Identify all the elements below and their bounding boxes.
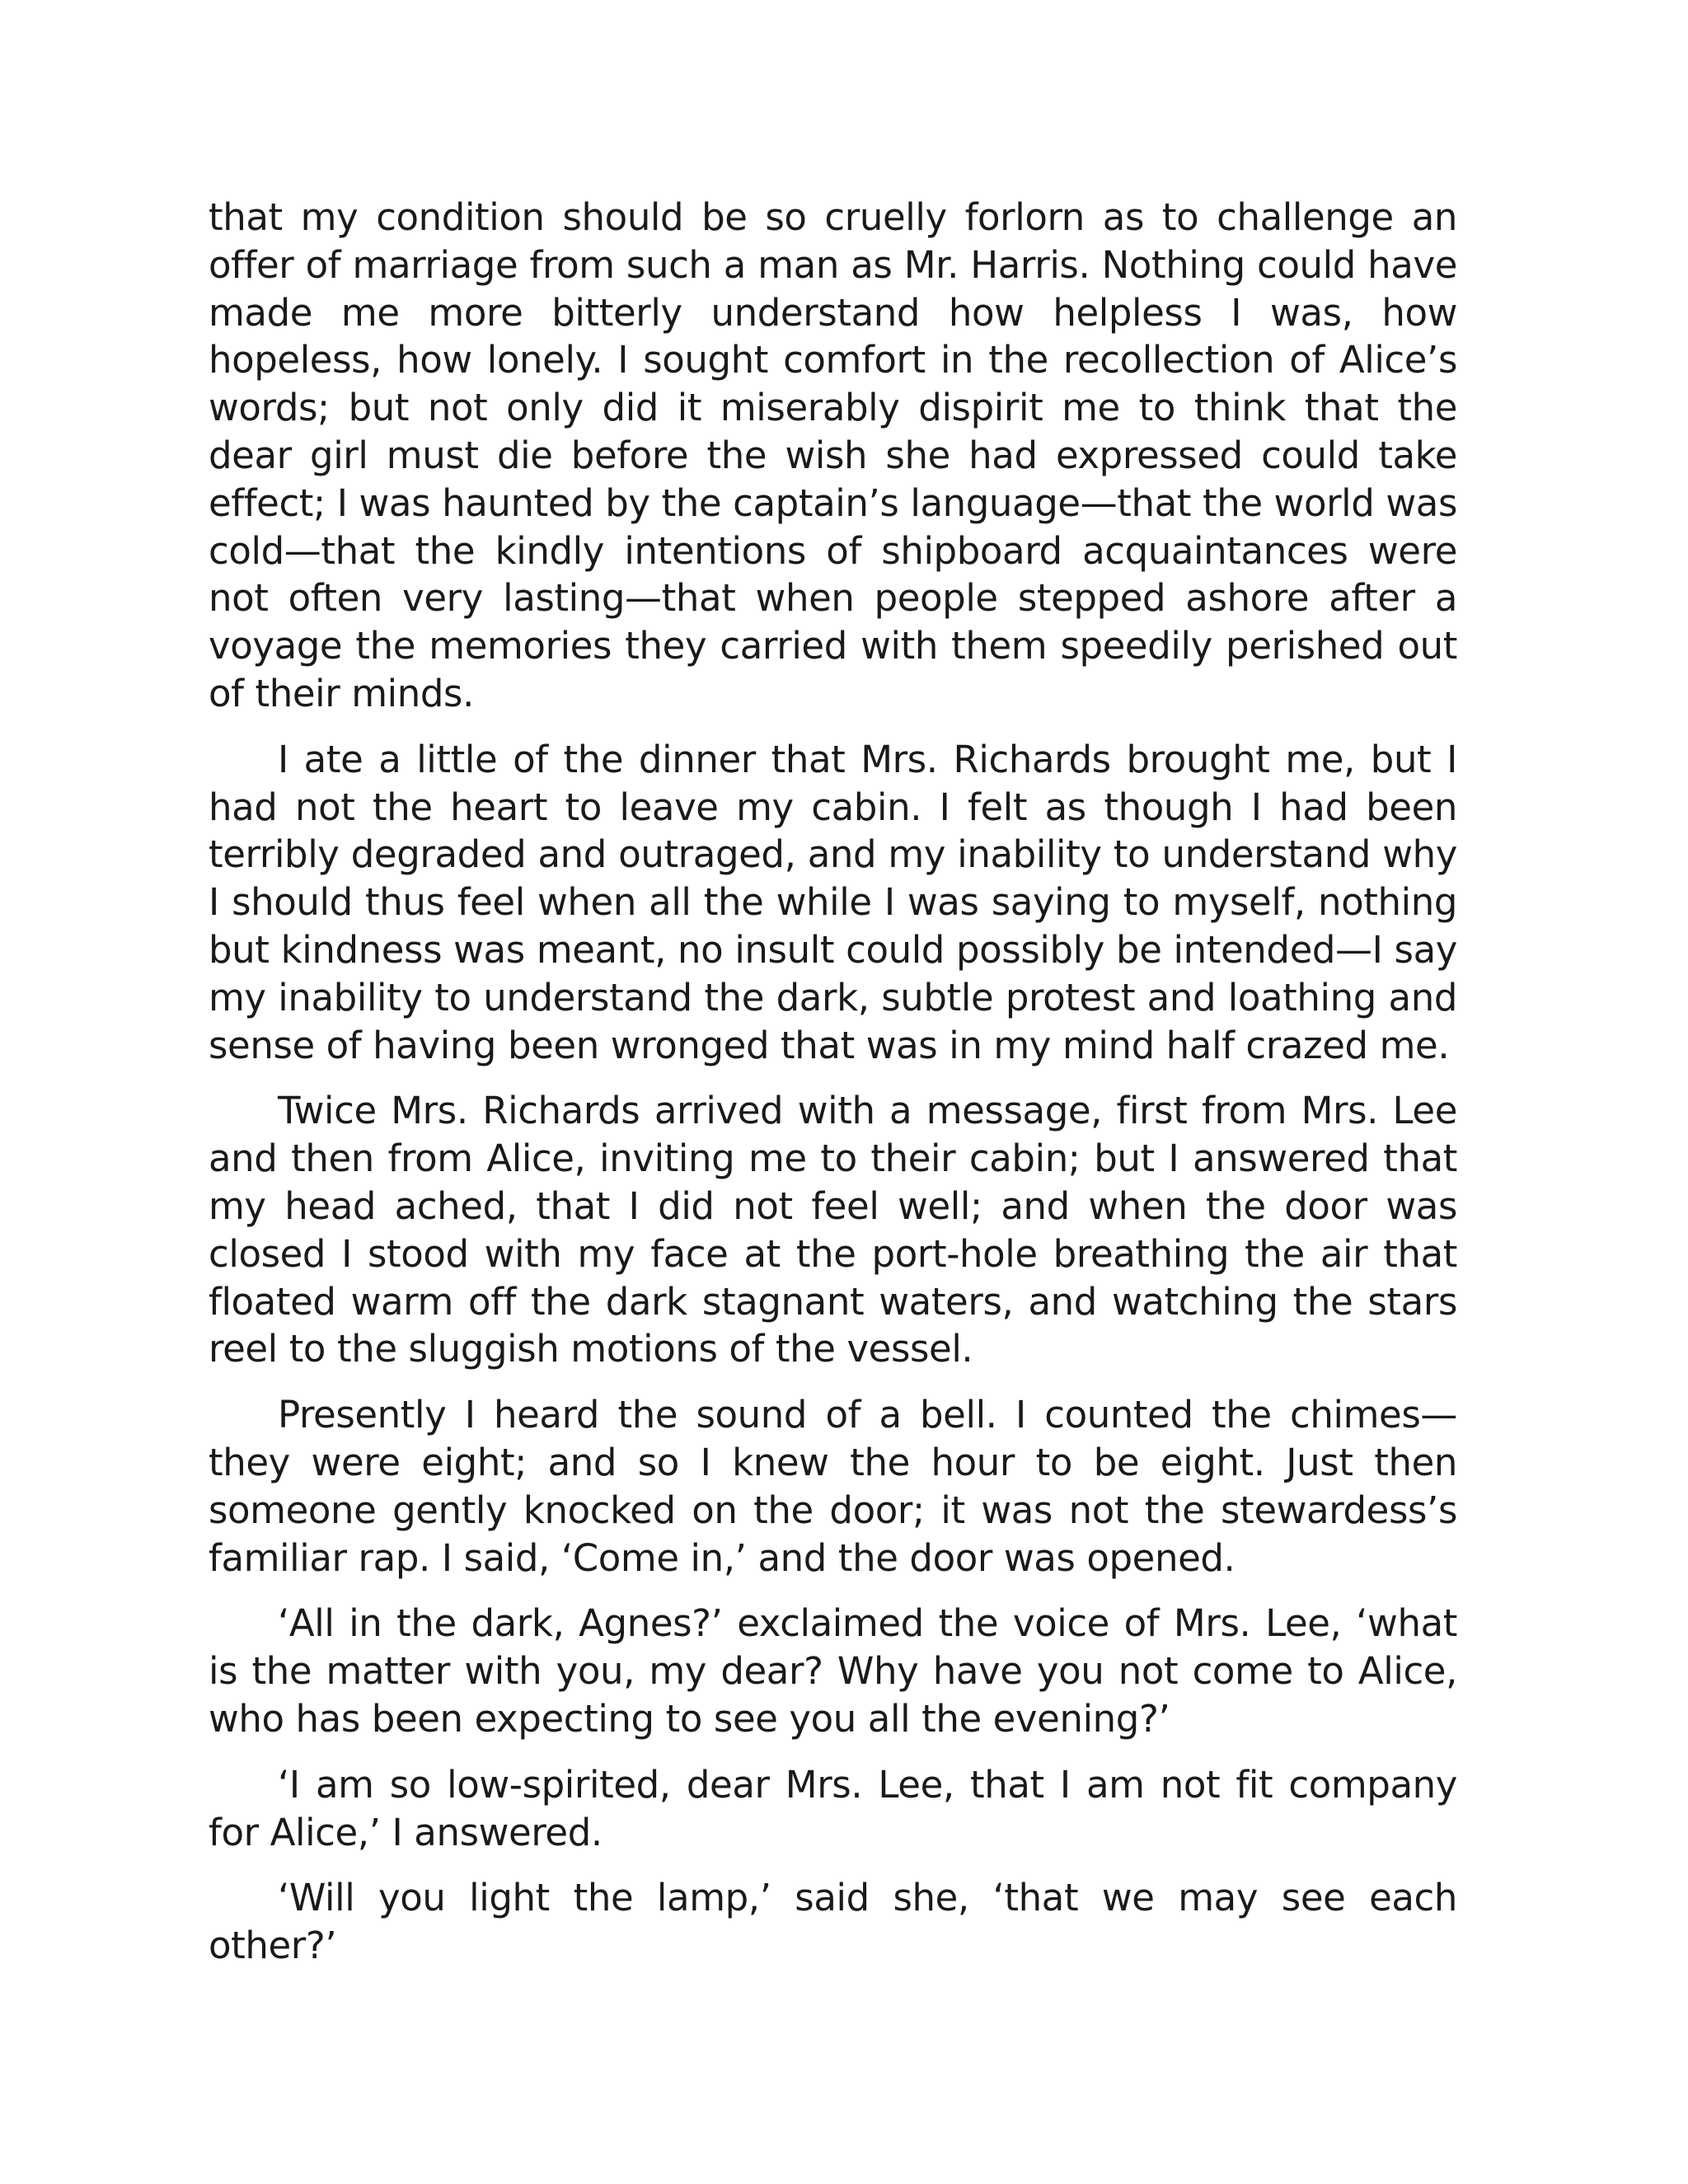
- paragraph-4: Presently I heard the sound of a bell. I counted the chimes—they were eight; and so I knew the hour to be eight. Just then someone gently knocked on the door; it was not the stewardess’s familiar rap. I said, ‘Come in,’ and the door was opened.: [209, 1393, 1457, 1580]
- paragraph-3: Twice Mrs. Richards arrived with a message, first from Mrs. Lee and then from Alice, inviting me to their cabin; but I answered that my head ached, that I did not feel well; and when the door was closed I stood with my face at the port-hole breathing the air that floated warm off the dark stagnant waters, and watching the stars reel to the sluggish motions of the vessel.: [209, 1089, 1457, 1371]
- paragraph-5: ‘All in the dark, Agnes?’ exclaimed the voice of Mrs. Lee, ‘what is the matter with you, my dear? Why have you not come to Alice, who has been expecting to see you all the evening?’: [209, 1601, 1457, 1741]
- paragraph-2: I ate a little of the dinner that Mrs. Richards brought me, but I had not the heart to leave my cabin. I felt as though I had been terribly degraded and outraged, and my inability to understand why I should thus feel when all the while I was saying to myself, nothing but kindness was meant, no insult could possibly be intended—I say my inability to understand the dark, subtle protest and loathing and sense of having been wronged that was in my mind half crazed me.: [209, 737, 1457, 1067]
- paragraph-1: that my condition should be so cruelly forlorn as to challenge an offer of marriage from such a man as Mr. Harris. Nothing could have made me more bitterly understand how helpless I was, how hopeless, how lonely. I sought comfort in the recollection of Alice’s words; but not only did it miserably dispirit me to think that the dear girl must die before the wish she had expressed could take effect; I was haunted by the captain’s language—that the world was cold—that the kindly intentions of shipboard acquaintances were not often very lasting—that when people stepped ashore after a voyage the memories they carried with them speedily perished out of their minds.: [209, 195, 1457, 715]
- document-page: [209, 194, 1457, 1988]
- paragraph-7: ‘Will you light the lamp,’ said she, ‘that we may see each other?’: [209, 1876, 1457, 1968]
- paragraph-6: ‘I am so low-spirited, dear Mrs. Lee, that I am not fit company for Alice,’ I answered.: [209, 1762, 1457, 1854]
